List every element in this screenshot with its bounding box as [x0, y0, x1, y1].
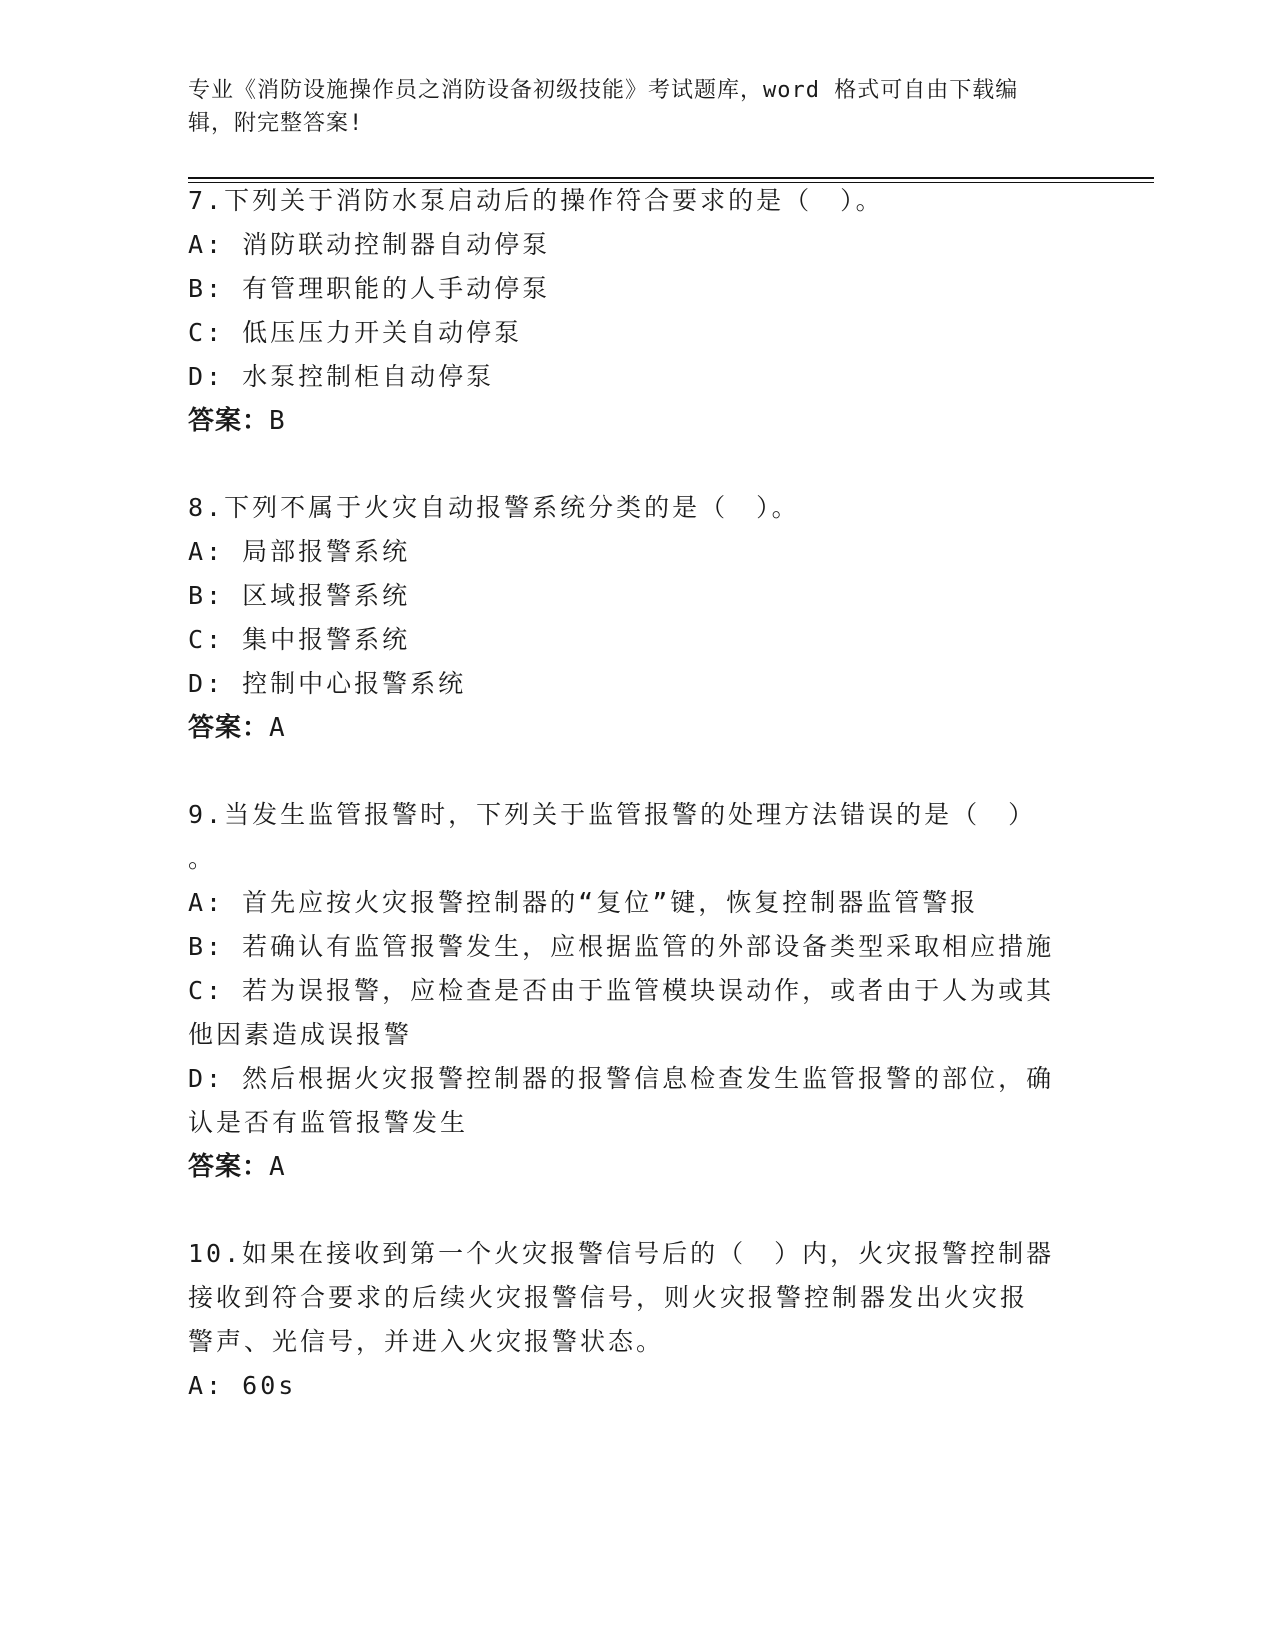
question-8-stem: 8.下列不属于火灾自动报警系统分类的是（ ）。 — [188, 493, 800, 522]
question-10-stem-line-1: 10.如果在接收到第一个火灾报警信号后的（ ）内，火灾报警控制器 — [188, 1239, 1055, 1268]
header-line-2: 辑，附完整答案! — [188, 111, 364, 136]
answer-label: 答案： — [188, 406, 270, 436]
document-header — [188, 74, 1088, 140]
header-divider-thick — [188, 177, 1154, 179]
question-7-option-d: D: 水泵控制柜自动停泵 — [188, 362, 495, 391]
question-9-stem-line-2: 。 — [188, 844, 217, 873]
question-8-option-b: B: 区域报警系统 — [188, 581, 411, 610]
question-7-answer — [188, 404, 286, 438]
question-8-option-a: A: 局部报警系统 — [188, 537, 411, 566]
question-9-option-d-line-1: D: 然后根据火灾报警控制器的报警信息检查发生监管报警的部位，确 — [188, 1064, 1055, 1093]
question-9-option-b: B: 若确认有监管报警发生，应根据监管的外部设备类型采取相应措施 — [188, 932, 1055, 961]
question-10-option-a: A: 60s — [188, 1371, 297, 1400]
question-9-answer — [188, 1150, 286, 1184]
header-line-1: 专业《消防设施操作员之消防设备初级技能》考试题库，word 格式可自由下载编 — [188, 78, 1019, 103]
header-divider-thin — [188, 182, 1154, 183]
question-10-stem-line-2: 接收到符合要求的后续火灾报警信号，则火灾报警控制器发出火灾报 — [188, 1283, 1029, 1312]
question-8-option-c: C: 集中报警系统 — [188, 625, 411, 654]
question-9-option-a: A: 首先应按火灾报警控制器的“复位”键，恢复控制器监管警报 — [188, 888, 979, 917]
question-7-option-b: B: 有管理职能的人手动停泵 — [188, 274, 551, 303]
answer-value: B — [269, 406, 286, 436]
question-8-option-d: D: 控制中心报警系统 — [188, 669, 467, 698]
question-7-option-c: C: 低压压力开关自动停泵 — [188, 318, 523, 347]
question-7-option-a: A: 消防联动控制器自动停泵 — [188, 230, 551, 259]
answer-value: A — [269, 1152, 286, 1182]
question-9-option-c-line-1: C: 若为误报警，应检查是否由于监管模块误动作，或者由于人为或其 — [188, 976, 1055, 1005]
question-8-answer — [188, 711, 286, 745]
question-9-option-d-line-2: 认是否有监管报警发生 — [188, 1108, 469, 1137]
answer-label: 答案： — [188, 713, 270, 743]
answer-value: A — [269, 713, 286, 743]
answer-label: 答案： — [188, 1152, 270, 1182]
question-9-stem-line-1: 9.当发生监管报警时，下列关于监管报警的处理方法错误的是（ ） — [188, 800, 1037, 829]
question-7-stem: 7.下列关于消防水泵启动后的操作符合要求的是（ ）。 — [188, 186, 884, 215]
question-9-option-c-line-2: 他因素造成误报警 — [188, 1020, 413, 1049]
question-10-stem-line-3: 警声、光信号，并进入火灾报警状态。 — [188, 1327, 665, 1356]
